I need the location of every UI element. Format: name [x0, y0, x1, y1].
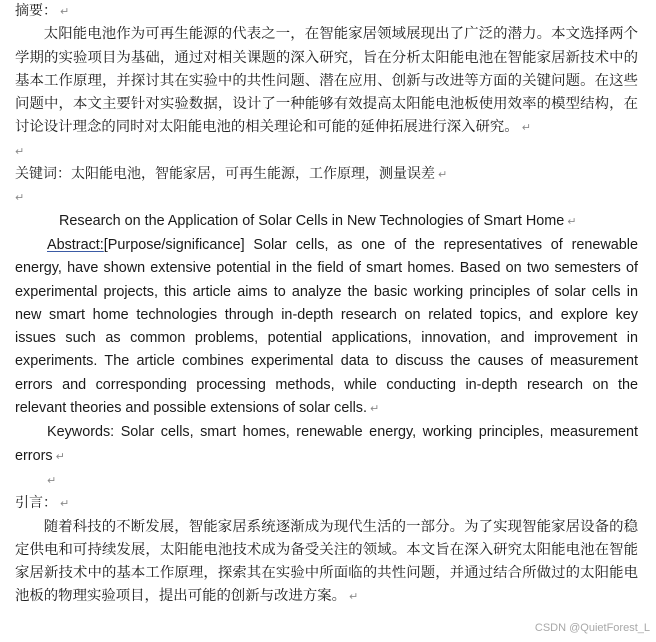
paragraph-mark: ↵: [567, 215, 577, 228]
english-abstract-paragraph: [15, 234, 638, 421]
abstract-cn-paragraph: [15, 23, 638, 139]
english-abstract-text: [Purpose/significance] Solar cells, as one of the representatives of renewable energy, have shown extensive potential in the field of smart homes. Based on two semesters of experimental projects, this article aims to analyze the basic working principles of solar cells in new smart home technologies through in-depth research on related topics, and explore key issues such as common problems, potential applications, innovation, and improvement in experiments. The article combines experimental data to discuss the causes of measurement errors and corresponding processing methods, while conducting in-depth research on the relevant theories and possible extensions of solar cells.: [15, 236, 638, 417]
empty-paragraph: [15, 469, 638, 492]
paragraph-mark: ↵: [438, 168, 448, 182]
english-title-line: [15, 210, 638, 234]
paragraph-mark: ↵: [60, 497, 70, 511]
intro-heading-line: [15, 492, 638, 515]
english-keywords-text: Keywords: Solar cells, smart homes, renewable energy, working principles, measurement errors: [15, 424, 638, 464]
paragraph-mark: ↵: [349, 590, 359, 604]
paragraph-mark: ↵: [55, 450, 65, 463]
keywords-cn-text: 关键词：太阳能电池，智能家居，可再生能源，工作原理，测量误差: [15, 166, 435, 183]
empty-paragraph: [15, 140, 638, 163]
intro-heading: 引言：: [15, 495, 57, 512]
english-abstract-label: Abstract:: [47, 236, 104, 253]
paragraph-mark: ↵: [15, 144, 25, 158]
intro-paragraph: [15, 516, 638, 609]
document-body: [15, 0, 638, 609]
paragraph-mark: ↵: [47, 473, 57, 487]
abstract-cn-heading-line: [15, 0, 638, 23]
english-keywords-paragraph: [15, 421, 638, 469]
paragraph-mark: ↵: [521, 121, 531, 135]
abstract-cn-text: 太阳能电池作为可再生能源的代表之一，在智能家居领域展现出了广泛的潜力。本文选择两个学期的实验项目为基础，通过对相关课题的深入研究，旨在分析太阳能电池在智能家居新技术中的基本工作原理，并探讨其在实验中的共性问题、潜在应用、创新与改进等方面的关键问题。在这些问题中，本文主要针对实验数据，设计了一种能够有效提高太阳能电池板使用效率的模型结构，在讨论设计理念的同时对太阳能电池的相关理论和可能的延伸拓展进行深入研究。: [15, 26, 638, 136]
paragraph-mark: ↵: [60, 5, 70, 18]
paragraph-mark: ↵: [15, 191, 25, 205]
english-title: Research on the Application of Solar Cells in New Technologies of Smart Home: [59, 212, 565, 229]
empty-paragraph: [15, 186, 638, 209]
watermark: CSDN @QuietForest_L: [534, 622, 650, 634]
paragraph-mark: ↵: [369, 403, 380, 416]
abstract-cn-heading: 摘要：: [15, 3, 57, 19]
keywords-cn-line: [15, 163, 638, 186]
intro-text: 随着科技的不断发展，智能家居系统逐渐成为现代生活的一部分。为了实现智能家居设备的稳定供电和可持续发展，太阳能电池技术成为备受关注的领域。本文旨在深入研究太阳能电池在智能家居新技术中的基本工作原理，探索其在实验中所面临的共性问题，并通过结合所做过的太阳能电池板的物理实验项目，提出可能的创新与改进方案。: [15, 518, 638, 605]
